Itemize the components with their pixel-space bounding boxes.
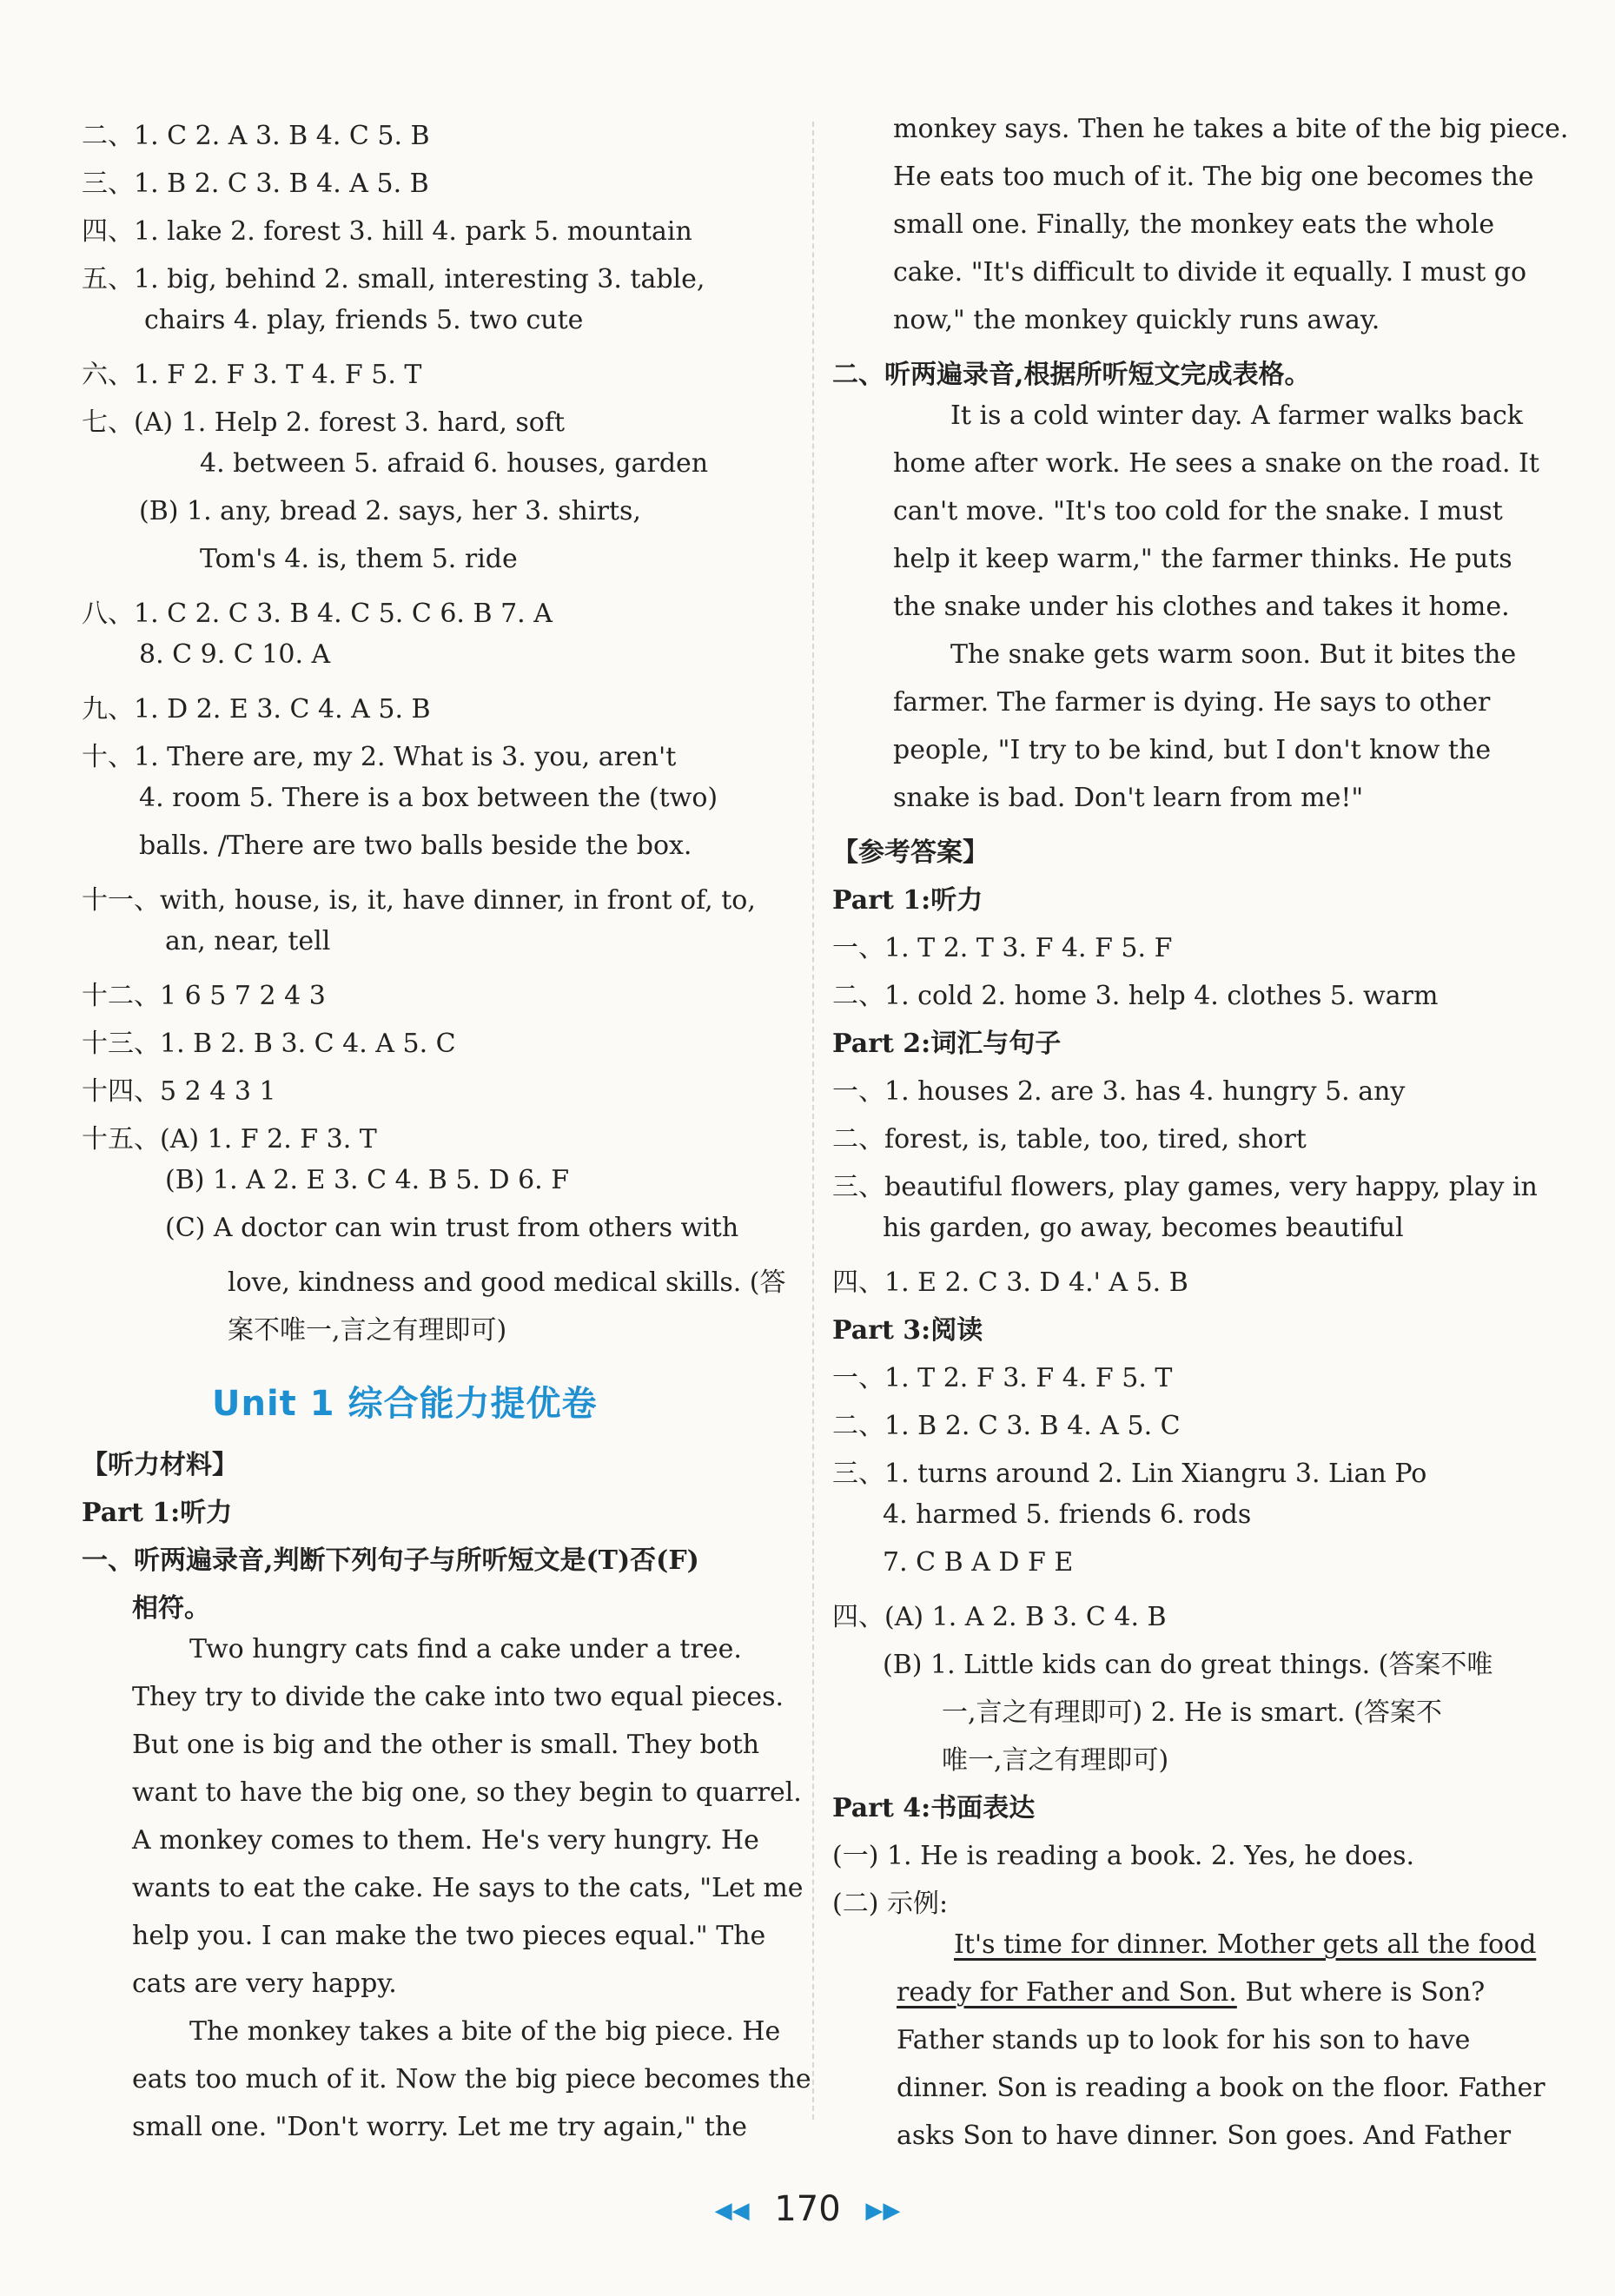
answer-line: 九、1. D 2. E 3. C 4. A 5. B xyxy=(82,694,431,725)
answer-line: 十、1. There are, my 2. What is 3. you, aren't xyxy=(82,742,677,772)
answer-line: 一,言之有理即可) 2. He is smart. (答案不 xyxy=(942,1697,1442,1728)
section-title: 【听力材料】 xyxy=(82,1450,238,1480)
part-title: Part 4:书面表达 xyxy=(832,1793,1036,1823)
section-title: 【参考答案】 xyxy=(832,837,989,868)
part-title: Part 3:阅读 xyxy=(832,1315,983,1346)
passage-line: people, "I try to be kind, but I don't know the xyxy=(893,735,1492,765)
answer-line: 二、1. C 2. A 3. B 4. C 5. B xyxy=(82,121,430,151)
answer-line: 十一、with, house, is, it, have dinner, in front of, to, xyxy=(82,885,756,916)
sample-essay-line: It's time for dinner. Mother gets all the food xyxy=(954,1929,1537,1960)
answer-line: 四、1. lake 2. forest 3. hill 4. park 5. mountain xyxy=(82,216,692,247)
answer-line: chairs 4. play, friends 5. two cute xyxy=(144,305,584,335)
answer-line: 4. between 5. afraid 6. houses, garden xyxy=(200,448,709,479)
passage-line: monkey says. Then he takes a bite of the big piece. xyxy=(893,114,1569,144)
passage-line: snake is bad. Don't learn from me!" xyxy=(893,783,1364,813)
answer-line: 五、1. big, behind 2. small, interesting 3. table, xyxy=(82,264,705,294)
unit-heading: Unit 1 综合能力提优卷 xyxy=(212,1384,598,1424)
sample-essay-line: dinner. Son is reading a book on the floor. Father xyxy=(897,2073,1546,2103)
passage-line: The snake gets warm soon. But it bites the xyxy=(950,639,1517,670)
answer-line: 8. C 9. C 10. A xyxy=(139,639,331,670)
passage-line: want to have the big one, so they begin to quarrel. xyxy=(132,1777,802,1808)
part-title: Part 2:词汇与句子 xyxy=(832,1029,1062,1059)
answer-line: 三、1. turns around 2. Lin Xiangru 3. Lian Po xyxy=(832,1459,1427,1489)
answer-line: (一) 1. He is reading a book. 2. Yes, he does. xyxy=(832,1841,1415,1871)
answer-line: 十三、1. B 2. B 3. C 4. A 5. C xyxy=(82,1029,456,1059)
answer-line: (B) 1. any, bread 2. says, her 3. shirts, xyxy=(139,496,641,526)
passage-line: The monkey takes a bite of the big piece. He xyxy=(189,2016,781,2047)
answer-line: his garden, go away, becomes beautiful xyxy=(883,1213,1404,1243)
answer-line: 一、1. houses 2. are 3. has 4. hungry 5. any xyxy=(832,1076,1406,1107)
passage-line: small one. "Don't worry. Let me try again," the xyxy=(132,2112,747,2142)
part-title: Part 1:听力 xyxy=(82,1498,233,1528)
instruction: 相符。 xyxy=(132,1593,210,1624)
passage-line: cake. "It's difficult to divide it equally. I must go xyxy=(893,257,1527,288)
passage-line: help it keep warm," the farmer thinks. He puts xyxy=(893,544,1512,574)
page-number: 170 xyxy=(774,2189,841,2229)
instruction: 二、听两遍录音,根据所听短文完成表格。 xyxy=(832,360,1311,390)
answer-line: 一、1. T 2. T 3. F 4. F 5. F xyxy=(832,933,1173,963)
answer-line: (二) 示例: xyxy=(832,1889,949,1919)
passage-line: It is a cold winter day. A farmer walks back xyxy=(950,400,1523,431)
answer-line: 七、(A) 1. Help 2. forest 3. hard, soft xyxy=(82,407,566,438)
column-divider xyxy=(812,122,814,2120)
next-page-icon[interactable]: ▶▶ xyxy=(865,2198,901,2224)
instruction: 一、听两遍录音,判断下列句子与所听短文是(T)否(F) xyxy=(82,1545,699,1576)
answer-line: balls. /There are two balls beside the box. xyxy=(139,830,692,861)
answer-line: 一、1. T 2. F 3. F 4. F 5. T xyxy=(832,1363,1173,1393)
answer-line: 十五、(A) 1. F 2. F 3. T xyxy=(82,1124,377,1155)
passage-line: now," the monkey quickly runs away. xyxy=(893,305,1380,335)
passage-line: home after work. He sees a snake on the road. It xyxy=(893,448,1539,479)
passage-line: He eats too much of it. The big one becomes the xyxy=(893,162,1534,192)
answer-line: (B) 1. A 2. E 3. C 4. B 5. D 6. F xyxy=(165,1165,570,1195)
passage-line: wants to eat the cake. He says to the cats, "Let me xyxy=(132,1873,804,1903)
answer-line: (C) A doctor can win trust from others with xyxy=(165,1213,739,1243)
passage-line: help you. I can make the two pieces equal." The xyxy=(132,1921,766,1951)
passage-line: can't move. "It's too cold for the snake. I must xyxy=(893,496,1503,526)
answer-line: 二、1. B 2. C 3. B 4. A 5. C xyxy=(832,1411,1181,1441)
answer-line: 7. C B A D F E xyxy=(883,1547,1074,1578)
answer-line: 二、1. cold 2. home 3. help 4. clothes 5. warm xyxy=(832,981,1439,1011)
passage-line: A monkey comes to them. He's very hungry. He xyxy=(132,1825,759,1856)
passage-line: They try to divide the cake into two equal pieces. xyxy=(132,1682,784,1712)
answer-line: 4. harmed 5. friends 6. rods xyxy=(883,1499,1252,1530)
sample-essay-line: asks Son to have dinner. Son goes. And Father xyxy=(897,2121,1512,2151)
answer-line: (B) 1. Little kids can do great things. (答案不唯 xyxy=(883,1650,1493,1680)
answer-line: 六、1. F 2. F 3. T 4. F 5. T xyxy=(82,360,422,390)
passage-line: cats are very happy. xyxy=(132,1968,397,1999)
answer-line: 唯一,言之有理即可) xyxy=(942,1745,1169,1776)
sample-essay-line xyxy=(897,1977,1485,2008)
part-title: Part 1:听力 xyxy=(832,885,983,916)
answer-line: 十四、5 2 4 3 1 xyxy=(82,1076,276,1107)
answer-line: Tom's 4. is, them 5. ride xyxy=(200,544,518,574)
passage-line: But one is big and the other is small. They both xyxy=(132,1730,760,1760)
answer-line: love, kindness and good medical skills. (答 xyxy=(228,1267,786,1298)
sample-essay-text: But where is Son? xyxy=(1236,1977,1486,2008)
passage-line: farmer. The farmer is dying. He says to other xyxy=(893,687,1491,718)
answer-line: 三、1. B 2. C 3. B 4. A 5. B xyxy=(82,169,429,199)
passage-line: eats too much of it. Now the big piece becomes the xyxy=(132,2064,811,2094)
answer-line: 案不唯一,言之有理即可) xyxy=(228,1315,507,1346)
page-footer xyxy=(0,2189,1615,2229)
answer-line: 四、(A) 1. A 2. B 3. C 4. B xyxy=(832,1602,1167,1632)
answer-line: 4. room 5. There is a box between the (two) xyxy=(139,783,718,813)
passage-line: the snake under his clothes and takes it home. xyxy=(893,592,1510,622)
sample-essay-underlined: ready for Father and Son. xyxy=(897,1977,1237,2008)
answer-line: 三、beautiful flowers, play games, very happy, play in xyxy=(832,1172,1538,1202)
answer-line: 四、1. E 2. C 3. D 4.' A 5. B xyxy=(832,1267,1188,1298)
sample-essay-line: Father stands up to look for his son to have xyxy=(897,2025,1471,2055)
answer-line: an, near, tell xyxy=(165,926,331,956)
passage-line: Two hungry cats find a cake under a tree. xyxy=(189,1634,742,1664)
prev-page-icon[interactable]: ◀◀ xyxy=(714,2198,750,2224)
answer-line: 十二、1 6 5 7 2 4 3 xyxy=(82,981,326,1011)
answer-line: 八、1. C 2. C 3. B 4. C 5. C 6. B 7. A xyxy=(82,599,553,629)
passage-line: small one. Finally, the monkey eats the whole xyxy=(893,209,1495,240)
answer-line: 二、forest, is, table, too, tired, short xyxy=(832,1124,1307,1155)
